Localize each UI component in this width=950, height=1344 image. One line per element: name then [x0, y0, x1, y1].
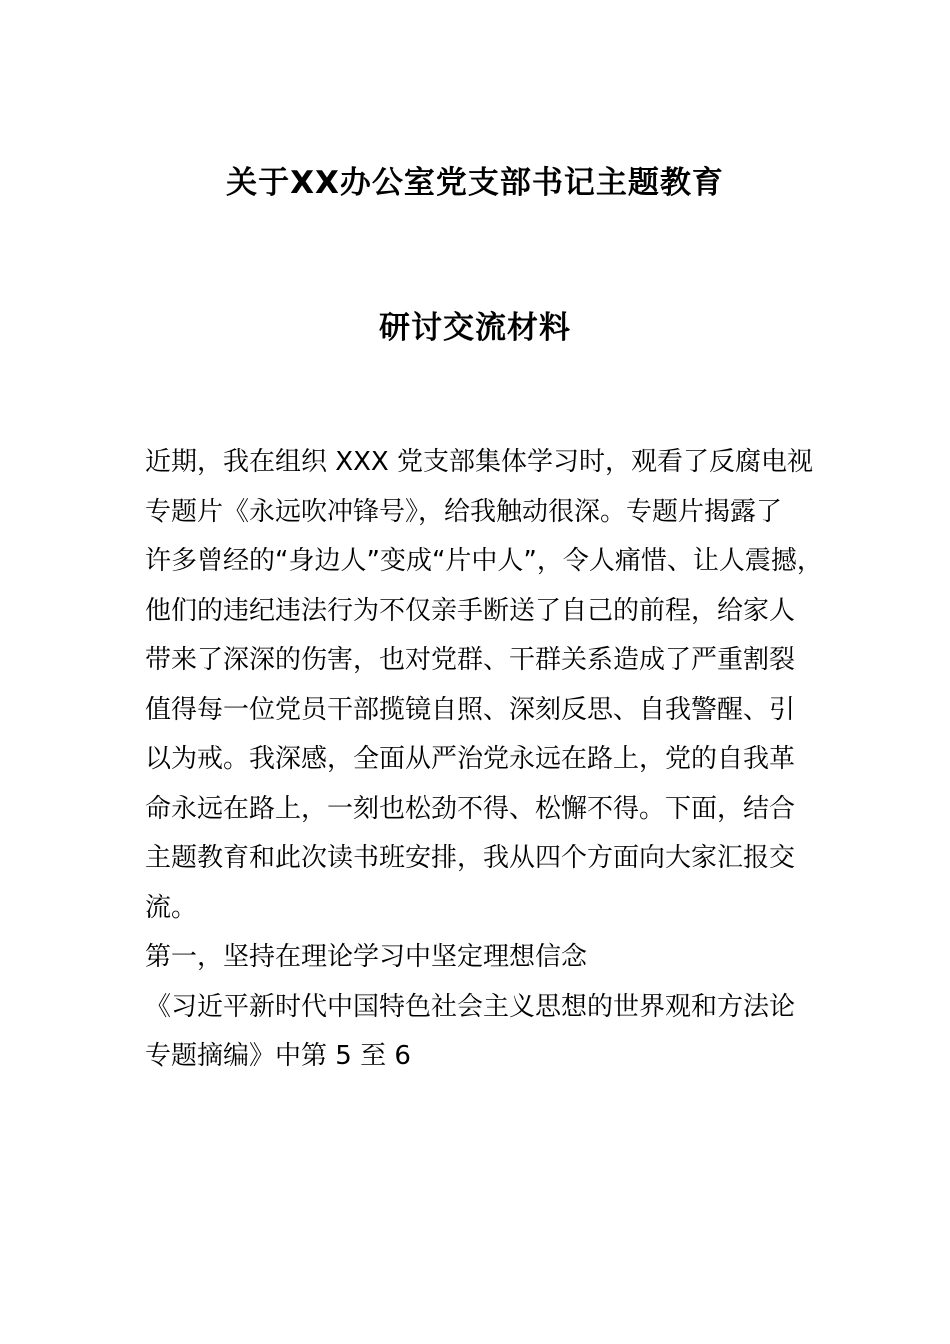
body-line: 专题片《永远吹冲锋号》，给我触动很深。专题片揭露了: [145, 496, 783, 527]
body-line: 带来了深深的伤害，也对党群、干群关系造成了严重割裂: [145, 645, 796, 675]
body-line: 以为戒。我深感，全面从严治党永远在路上，党的自我革: [145, 744, 796, 774]
document-title-line-2: 研讨交流材料: [379, 310, 571, 346]
document-title-line-1: 关于XX办公室党支部书记主题教育: [226, 165, 724, 201]
body-line: 命永远在路上，一刻也松劲不得、松懈不得。下面，结合: [145, 793, 796, 824]
body-line: 专题摘编》中第 5 至 6: [145, 1041, 411, 1071]
body-line: 许多曾经的“身边人”变成“片中人”，令人痛惜、让人震撼，: [145, 546, 823, 576]
document-body: [145, 438, 823, 1082]
body-line: 主题教育和此次读书班安排，我从四个方面向大家汇报交: [145, 843, 796, 873]
body-line: 他们的违纪违法行为不仅亲手断送了自己的前程，给家人: [145, 595, 796, 626]
body-line: 近期，我在组织 XXX 党支部集体学习时，观看了反腐电视: [145, 447, 813, 477]
body-line: 值得每一位党员干部揽镜自照、深刻反思、自我警醒、引: [145, 694, 796, 725]
section-heading: 第一，坚持在理论学习中坚定理想信念: [145, 942, 588, 972]
body-line: 《习近平新时代中国特色社会主义思想的世界观和方法论: [145, 991, 796, 1022]
body-line: 流。: [145, 892, 198, 923]
